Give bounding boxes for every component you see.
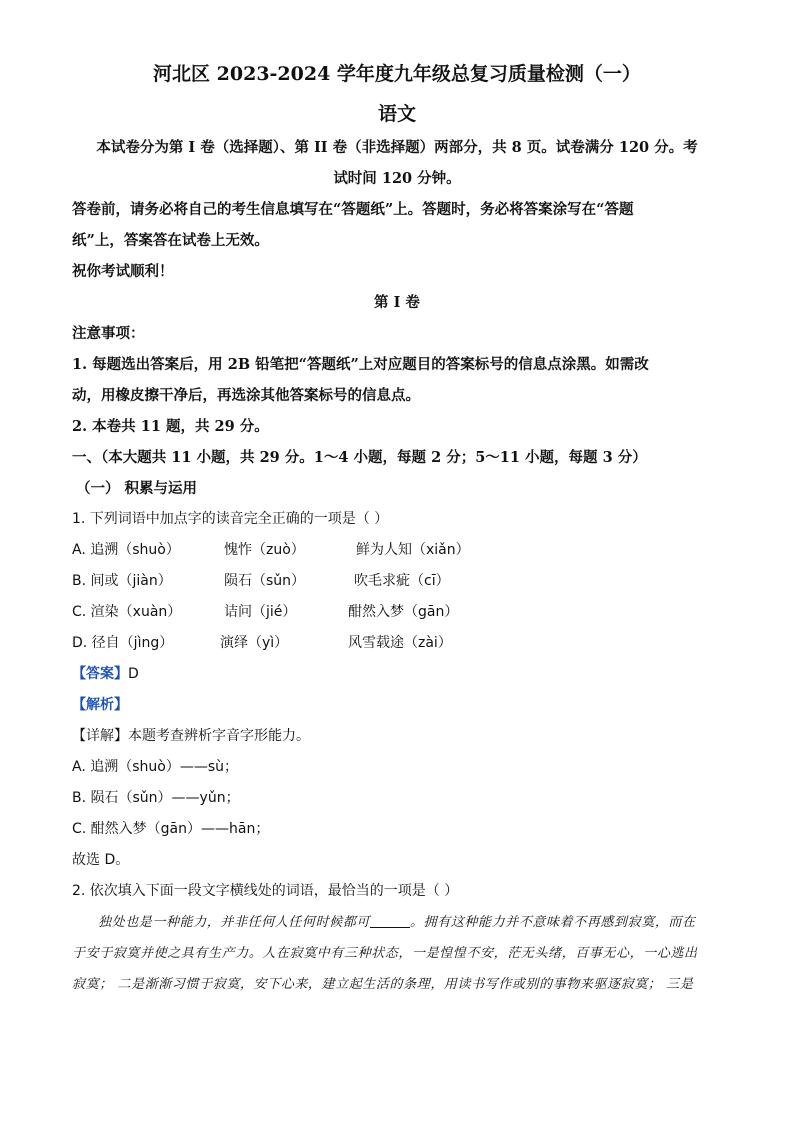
notice-1a: 1. 每题选出答案后，用 2B 铅笔把“答题纸”上对应题目的答案标号的信息点涂黑。如需改 [72,356,649,373]
option-c-word2: 诘问（jié） [224,604,297,620]
option-a-word3: 鲜为人知（xiǎn） [356,542,470,558]
q1-analysis [72,690,722,721]
option-d-word3: 风雪载途（zài） [348,635,452,651]
intro-line-4: 纸”上，答案答在试卷上无效。 [72,232,269,249]
q1-option-c [72,597,722,628]
subject-title: 语文 [377,103,416,125]
option-d-word2: 演绎（yì） [220,635,289,651]
detail-text: 本题考查辨析字音字形能力。 [128,728,310,744]
answer-tag: 【答案】 [72,666,128,682]
q2-passage-line-2: 于安于寂寞并使之具有生产力。人在寂寞中有三种状态，一是惶惶不安，茫无头绪，百事无心，一心逃出 [72,946,698,961]
notice-title: 注意事项： [72,325,145,342]
option-b-word1: B. 间或（jiàn） [72,573,172,589]
q1-detail [72,721,722,752]
q1-fix-c: C. 酣然入梦（gān）——hān； [72,821,270,837]
intro-line-2: 试时间 120 分钟。 [333,170,461,187]
intro-line-3: 答卷前，请务必将自己的考生信息填写在“答题纸”上。答题时，务必将答案涂写在“答题 [72,201,634,218]
answer-value: D [128,666,139,682]
q1-option-b [72,566,722,597]
q1-stem: 1. 下列词语中加点字的读音完全正确的一项是（ ） [72,511,389,527]
q2-passage-line-1 [72,907,722,938]
option-a-word1: A. 追溯（shuò） [72,542,180,558]
notice-2: 2. 本卷共 11 题，共 29 分。 [72,418,269,435]
q1-option-d [72,628,722,659]
q2-passage-line-3: 寂寞； 二是渐渐习惯于寂寞，安下心来，建立起生活的条理，用读书写作或别的事物来驱逐寂寞； 三是 [72,977,694,992]
intro-line-1: 本试卷分为第 I 卷（选择题）、第 II 卷（非选择题）两部分，共 8 页。试卷满分 120 分。考 [96,139,698,156]
notice-1b: 动，用橡皮擦干净后，再选涂其他答案标号的信息点。 [72,387,420,404]
q1-option-a [72,535,722,566]
option-c-word3: 酣然入梦（gān） [348,604,459,620]
fill-blank [370,913,410,928]
passage-text-b: 。拥有这种能力并不意味着不再感到寂寞，而在 [410,915,696,930]
sub-section-heading: （一） 积累与运用 [76,480,198,497]
q2-stem: 2. 依次填入下面一段文字横线处的词语，最恰当的一项是（ ） [72,883,459,899]
section-heading: 第 I 卷 [374,294,420,311]
exam-page [72,60,722,1000]
passage-text-a: 独处也是一种能力，并非任何人任何时候都可 [98,915,371,930]
exam-title: 河北区 2023-2024 学年度九年级总复习质量检测（一） [153,63,641,85]
q1-fix-b: B. 陨石（sǔn）——yǔn； [72,790,240,806]
detail-tag: 【详解】 [72,728,128,744]
q1-answer [72,659,722,690]
intro-line-5: 祝你考试顺利！ [72,263,174,280]
option-b-word2: 陨石（sǔn） [224,573,306,589]
q1-conclusion: 故选 D。 [72,852,130,868]
option-c-word1: C. 渲染（xuàn） [72,604,182,620]
option-b-word3: 吹毛求疵（cī） [354,573,450,589]
option-a-word2: 愧怍（zuò） [224,542,305,558]
option-d-word1: D. 径自（jìng） [72,635,174,651]
part-one-heading: 一、（本大题共 11 小题，共 29 分。1～4 小题，每题 2 分；5～11 小题，每题 3 分） [72,449,647,466]
analysis-tag: 【解析】 [72,697,128,713]
q1-fix-a: A. 追溯（shuò）——sù； [72,759,239,775]
